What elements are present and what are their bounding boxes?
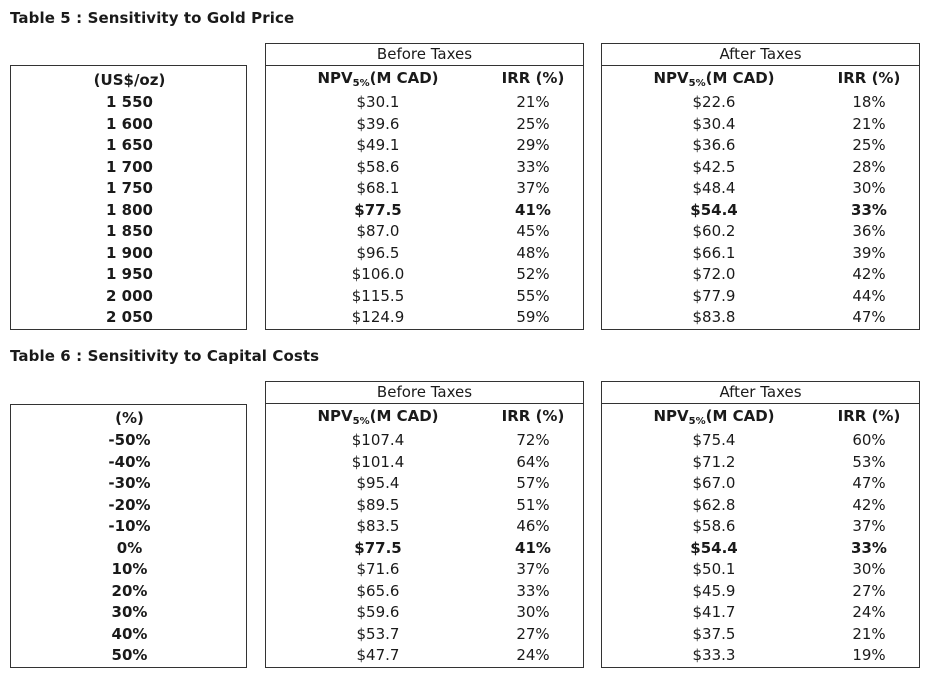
before-irr-value: 51% xyxy=(516,495,550,514)
table-row xyxy=(266,135,583,157)
table6-after-taxes xyxy=(601,381,920,668)
table-row xyxy=(602,538,919,560)
table-row xyxy=(11,307,246,329)
after-irr-value: 30% xyxy=(852,179,886,197)
table5-label-header-row xyxy=(11,70,246,92)
before-npv-value: $47.7 xyxy=(356,646,400,664)
table-row xyxy=(266,473,583,495)
before-npv-value: $96.5 xyxy=(356,243,400,262)
table-row xyxy=(602,92,919,114)
table6-before-irr-header: IRR (%) xyxy=(501,407,565,425)
table-row xyxy=(11,473,246,495)
before-irr-value: 25% xyxy=(516,114,550,133)
row-label: -40% xyxy=(108,452,151,471)
before-irr-value: 64% xyxy=(516,452,550,471)
after-npv-value: $54.4 xyxy=(690,200,738,219)
row-label: 1 750 xyxy=(106,179,153,197)
table-row xyxy=(11,624,246,646)
after-irr-value: 47% xyxy=(852,474,886,492)
after-irr-value: 19% xyxy=(852,646,886,664)
table-row xyxy=(266,157,583,179)
row-label: 1 950 xyxy=(106,265,153,283)
before-irr-value: 29% xyxy=(516,136,550,154)
before-irr-value: 46% xyxy=(516,517,550,535)
table-row xyxy=(266,307,583,329)
table-row xyxy=(602,178,919,200)
after-npv-value: $45.9 xyxy=(692,581,736,600)
table-row xyxy=(266,624,583,646)
table5-before-irr-header: IRR (%) xyxy=(501,69,565,87)
table-row xyxy=(266,200,583,222)
table6-after-irr-header: IRR (%) xyxy=(837,407,901,425)
after-irr-value: 39% xyxy=(852,243,886,262)
after-npv-value: $58.6 xyxy=(692,517,736,535)
row-label: 0% xyxy=(116,538,143,557)
table-row xyxy=(602,200,919,222)
before-irr-value: 33% xyxy=(516,157,550,176)
before-irr-value: 72% xyxy=(516,431,550,449)
table-row xyxy=(11,430,246,452)
row-label: 20% xyxy=(111,581,148,600)
table-row xyxy=(11,538,246,560)
before-npv-value: $77.5 xyxy=(354,200,402,219)
before-npv-value: $59.6 xyxy=(356,603,400,621)
table-row xyxy=(266,430,583,452)
after-npv-value: $54.4 xyxy=(690,538,738,557)
table-row xyxy=(11,157,246,179)
row-label: 1 900 xyxy=(106,243,153,262)
table-row xyxy=(602,264,919,286)
before-irr-value: 37% xyxy=(516,560,550,578)
table6-before-header-row xyxy=(266,406,583,428)
after-npv-value: $41.7 xyxy=(692,603,736,621)
table-row xyxy=(266,495,583,517)
table-row xyxy=(266,516,583,538)
table-row xyxy=(266,602,583,624)
row-label: 1 700 xyxy=(106,157,153,176)
table-row xyxy=(266,452,583,474)
table-row xyxy=(266,92,583,114)
table-row xyxy=(602,157,919,179)
row-label: -20% xyxy=(108,495,151,514)
table-row xyxy=(11,178,246,200)
after-npv-value: $60.2 xyxy=(692,222,736,240)
row-label: 1 550 xyxy=(106,93,153,111)
after-irr-value: 21% xyxy=(852,624,886,643)
after-npv-value: $83.8 xyxy=(692,308,736,326)
table5-after-npv-header: $NPV_{5\%}(M$ CAD) xyxy=(653,69,775,89)
before-irr-value: 37% xyxy=(516,179,550,197)
table6-label-column xyxy=(10,404,247,668)
after-irr-value: 18% xyxy=(852,93,886,111)
before-npv-value: $58.6 xyxy=(356,157,400,176)
before-npv-value: $53.7 xyxy=(356,624,400,643)
table-row xyxy=(266,243,583,265)
table-row xyxy=(11,243,246,265)
after-irr-value: 33% xyxy=(851,538,887,557)
after-npv-value: $66.1 xyxy=(692,243,736,262)
table5-before-taxes-heading: Before Taxes xyxy=(266,44,583,66)
table6-before-npv-header: $NPV_{5\%}(M$ CAD) xyxy=(317,407,439,427)
after-irr-value: 36% xyxy=(852,222,886,240)
before-irr-value: 33% xyxy=(516,581,550,600)
table-row xyxy=(11,200,246,222)
table5-before-npv-header: $NPV_{5\%}(M$ CAD) xyxy=(317,69,439,89)
table5-title: Table 5 : Sensitivity to Gold Price xyxy=(10,9,295,27)
row-label: 1 800 xyxy=(106,200,153,219)
table-row xyxy=(11,602,246,624)
table-row xyxy=(11,516,246,538)
after-irr-value: 42% xyxy=(852,265,886,283)
before-irr-value: 30% xyxy=(516,603,550,621)
before-npv-value: $124.9 xyxy=(351,308,405,326)
after-npv-value: $36.6 xyxy=(692,136,736,154)
before-npv-value: $49.1 xyxy=(356,136,400,154)
before-npv-value: $106.0 xyxy=(351,265,405,283)
table6-after-taxes-heading: After Taxes xyxy=(602,382,919,404)
table6-title: Table 6 : Sensitivity to Capital Costs xyxy=(10,347,320,365)
row-label: 1 600 xyxy=(106,114,153,133)
after-npv-value: $75.4 xyxy=(692,431,736,449)
table-row xyxy=(11,645,246,667)
table5-after-taxes xyxy=(601,43,920,330)
table-row xyxy=(11,221,246,243)
after-irr-value: 53% xyxy=(852,452,886,471)
before-irr-value: 55% xyxy=(516,286,550,305)
table5-after-taxes-heading: After Taxes xyxy=(602,44,919,66)
after-npv-value: $42.5 xyxy=(692,157,736,176)
table-row xyxy=(602,452,919,474)
table-row xyxy=(602,221,919,243)
after-irr-value: 44% xyxy=(852,286,886,305)
before-npv-value: $89.5 xyxy=(356,495,400,514)
table-row xyxy=(602,624,919,646)
before-irr-value: 21% xyxy=(516,93,550,111)
before-npv-value: $39.6 xyxy=(356,114,400,133)
table-row xyxy=(266,645,583,667)
row-label: -50% xyxy=(108,431,151,449)
after-irr-value: 42% xyxy=(852,495,886,514)
after-npv-value: $77.9 xyxy=(692,286,736,305)
table-row xyxy=(602,581,919,603)
table-row xyxy=(266,221,583,243)
after-irr-value: 60% xyxy=(852,431,886,449)
before-npv-value: $83.5 xyxy=(356,517,400,535)
after-npv-value: $67.0 xyxy=(692,474,736,492)
after-irr-value: 24% xyxy=(852,603,886,621)
after-npv-value: $62.8 xyxy=(692,495,736,514)
table6-after-npv-header: $NPV_{5\%}(M$ CAD) xyxy=(653,407,775,427)
table-row xyxy=(266,581,583,603)
table-row xyxy=(602,430,919,452)
table-row xyxy=(11,495,246,517)
before-npv-value: $87.0 xyxy=(356,222,400,240)
after-irr-value: 25% xyxy=(852,136,886,154)
table-row xyxy=(11,135,246,157)
row-label: 1 850 xyxy=(106,222,153,240)
before-irr-value: 45% xyxy=(516,222,550,240)
after-irr-value: 47% xyxy=(852,308,886,326)
before-npv-value: $95.4 xyxy=(356,474,400,492)
table-row xyxy=(11,92,246,114)
table-row xyxy=(266,178,583,200)
table-row xyxy=(602,495,919,517)
table-row xyxy=(266,264,583,286)
table6-before-taxes-heading: Before Taxes xyxy=(266,382,583,404)
row-label: 30% xyxy=(111,603,148,621)
table5-after-irr-header: IRR (%) xyxy=(837,69,901,87)
row-label: 2 050 xyxy=(106,308,153,326)
before-npv-value: $77.5 xyxy=(354,538,402,557)
after-npv-value: $71.2 xyxy=(692,452,736,471)
table5-after-header-row xyxy=(602,68,919,90)
table-row xyxy=(602,645,919,667)
table-row xyxy=(602,286,919,308)
after-irr-value: 30% xyxy=(852,560,886,578)
table-row xyxy=(11,264,246,286)
table-row xyxy=(266,538,583,560)
after-irr-value: 21% xyxy=(852,114,886,133)
before-irr-value: 41% xyxy=(515,538,551,557)
after-irr-value: 27% xyxy=(852,581,886,600)
table-row xyxy=(602,602,919,624)
table-row xyxy=(602,473,919,495)
table6-before-taxes xyxy=(265,381,584,668)
before-npv-value: $115.5 xyxy=(351,286,405,305)
row-label: 40% xyxy=(111,624,148,643)
after-npv-value: $50.1 xyxy=(692,560,736,578)
after-irr-value: 28% xyxy=(852,157,886,176)
before-irr-value: 48% xyxy=(516,243,550,262)
row-label: -10% xyxy=(108,517,151,535)
table6-after-header-row xyxy=(602,406,919,428)
table-row xyxy=(602,114,919,136)
before-npv-value: $68.1 xyxy=(356,179,400,197)
table-row xyxy=(602,559,919,581)
before-irr-value: 59% xyxy=(516,308,550,326)
before-irr-value: 57% xyxy=(516,474,550,492)
table6-label-header-row xyxy=(11,408,246,430)
after-npv-value: $22.6 xyxy=(692,93,736,111)
before-npv-value: $101.4 xyxy=(351,452,405,471)
row-label: 10% xyxy=(111,560,148,578)
table-row xyxy=(11,452,246,474)
before-npv-value: $71.6 xyxy=(356,560,400,578)
after-npv-value: $48.4 xyxy=(692,179,736,197)
before-npv-value: $107.4 xyxy=(351,431,405,449)
table-row xyxy=(11,114,246,136)
row-label: -30% xyxy=(108,474,151,492)
table5-label-header: (US$/oz) xyxy=(93,71,166,89)
row-label: 2 000 xyxy=(106,286,153,305)
after-npv-value: $72.0 xyxy=(692,265,736,283)
table6-label-header: (%) xyxy=(115,409,144,427)
table-row xyxy=(266,559,583,581)
table-row xyxy=(602,135,919,157)
table-row xyxy=(11,286,246,308)
after-npv-value: $37.5 xyxy=(692,624,736,643)
table-row xyxy=(602,516,919,538)
row-label: 1 650 xyxy=(106,136,153,154)
after-irr-value: 37% xyxy=(852,517,886,535)
before-irr-value: 52% xyxy=(516,265,550,283)
after-npv-value: $30.4 xyxy=(692,114,736,133)
row-label: 50% xyxy=(111,646,148,664)
table-row xyxy=(602,243,919,265)
before-npv-value: $30.1 xyxy=(356,93,400,111)
table-row xyxy=(266,114,583,136)
table5-before-header-row xyxy=(266,68,583,90)
before-irr-value: 27% xyxy=(516,624,550,643)
table-row xyxy=(602,307,919,329)
after-npv-value: $33.3 xyxy=(692,646,736,664)
before-irr-value: 41% xyxy=(515,200,551,219)
table-row xyxy=(11,559,246,581)
after-irr-value: 33% xyxy=(851,200,887,219)
before-npv-value: $65.6 xyxy=(356,581,400,600)
table-row xyxy=(266,286,583,308)
before-irr-value: 24% xyxy=(516,646,550,664)
table-row xyxy=(11,581,246,603)
table5-label-column xyxy=(10,65,247,330)
table5-before-taxes xyxy=(265,43,584,330)
